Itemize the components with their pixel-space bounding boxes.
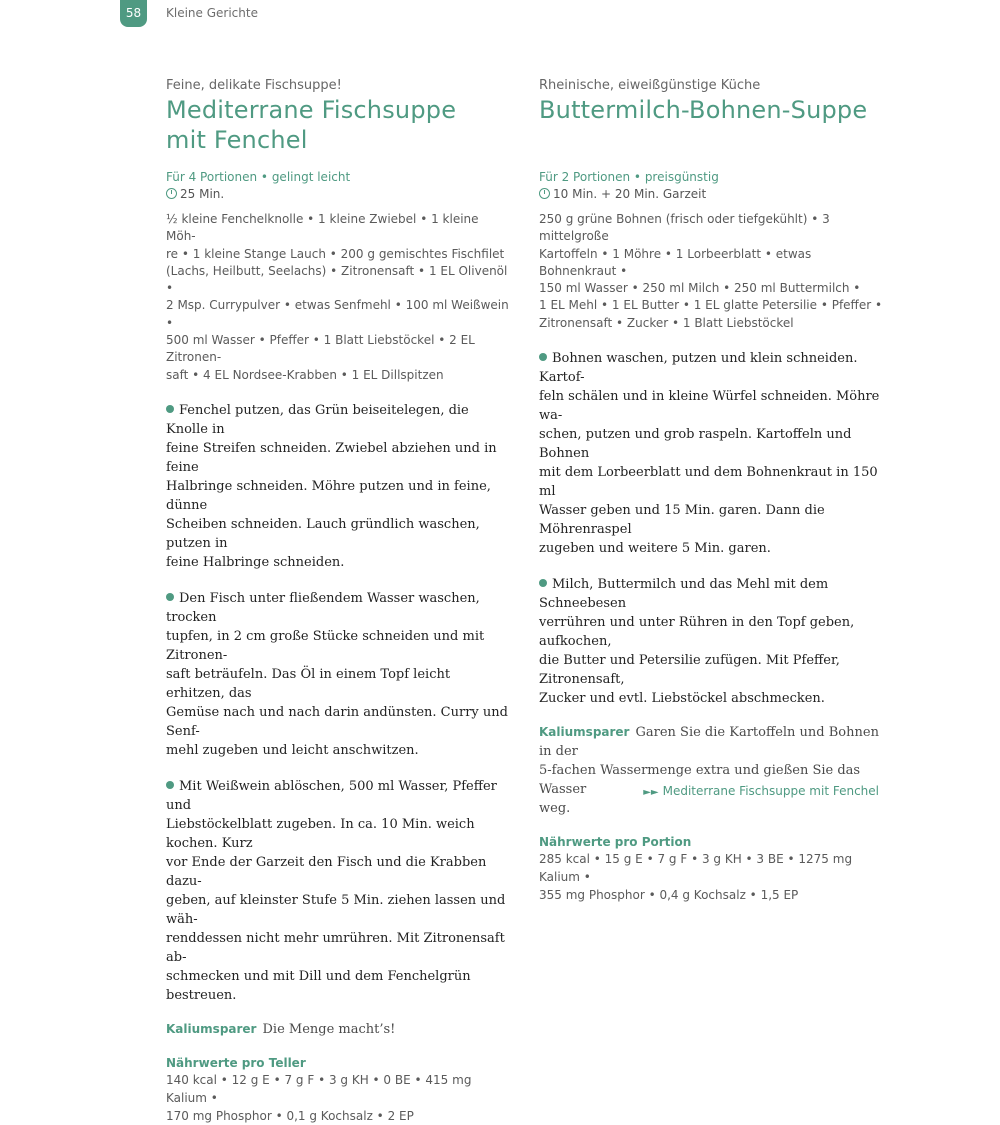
recipe-kicker: Rheinische, eiweißgünstige Küche [539,78,761,93]
recipe-meta: Für 2 Portionen • preisgünstig 10 Min. + 20 Min. Garzeit [539,170,719,201]
bullet-icon [539,353,547,361]
step-2: Den Fisch unter fließendem Wasser waschen, trocken tupfen, in 2 cm große Stücke schneiden und mit Zitronen- saft beträufeln. Das Öl in einem Topf leicht erhitzen, das Gemüse nach und nach darin andünsten. Curry und Senf- mehl zugeben und leicht anschwitzen. [166,590,508,758]
bullet-icon [166,781,174,789]
step-1: Bohnen waschen, putzen und klein schneiden. Kartof- feln schälen und in kleine Würfel schneiden. Möhre wa- schen, putzen und grob raspeln. Kartoffeln und Bohnen mit dem Lorbeerblatt und dem Bohnenkraut in 150 ml Wasser geben und 15 Min. garen. Dann die Möhrenraspel zugeben und weitere 5 Min. garen. [539,351,880,557]
ingredient-list: ½ kleine Fenchelknolle • 1 kleine Zwiebel • 1 kleine Möh- re • 1 kleine Stange Lauch • 200 g gemischtes Fischfilet (Lachs, Heilbutt, Seelachs) • Zitronensaft • 1 EL Olivenöl • 2 Msp. Currypulver • etwas Senfmehl • 100 ml Weißwein • 500 ml Wasser • Pfeffer • 1 Blatt Liebstöckel • 2 EL Zitronen- saft • 4 EL Nordsee-Krabben • 1 EL Dillspitzen [166,212,509,382]
recipe-meta: Für 4 Portionen • gelingt leicht 25 Min. [166,170,351,201]
nutrition-values: 285 kcal • 15 g E • 7 g F • 3 g KH • 3 BE • 1275 mg Kalium • 355 mg Phosphor • 0,4 g Kochsalz • 1,5 EP [539,852,853,903]
bullet-icon [166,405,174,413]
ingredient-list: 250 g grüne Bohnen (frisch oder tiefgekühlt) • 3 mittelgroße Kartoffeln • 1 Möhre • 1 Lorbeerblatt • etwas Bohnenkraut • 150 ml Wasser • 250 ml Milch • 250 ml Buttermilch • 1 EL Mehl • 1 EL Butter • 1 EL glatte Petersilie • Pfeffer • Zitronensaft • Zucker • 1 Blatt Liebstöckel [539,212,883,330]
next-recipe-link[interactable]: ►► Mediterrane Fischsuppe mit Fenchel [643,784,879,798]
tip-box: Kaliumsparer Garen Sie die Kartoffeln und Bohnen in der 5-fachen Wassermenge extra und gießen Sie das Wasser weg. [539,725,879,817]
recipe-bohnensuppe [539,78,884,904]
bullet-icon [539,579,547,587]
nutrition-heading: Nährwerte pro Teller [166,1055,306,1070]
recipe-kicker: Feine, delikate Fischsuppe! [166,78,342,93]
step-3: Mit Weißwein ablöschen, 500 ml Wasser, Pfeffer und Liebstöckelblatt zugeben. In ca. 10 Min. weich kochen. Kurz vor Ende der Garzeit den Fisch und die Krabben dazu- geben, auf kleinster Stufe 5 Min. ziehen lassen und wäh- renddessen nicht mehr umrühren. Mit Zitronensaft ab- schmecken und mit Dill und dem Fenchelgrün bestreuen. [166,778,506,1003]
clock-icon [539,188,550,199]
bullet-icon [166,593,174,601]
double-chevron-right-icon: ►► [643,787,659,798]
recipe-fischsuppe [166,78,511,1125]
tip-box: Kaliumsparer Die Menge macht’s! [166,1021,396,1037]
nutrition-heading: Nährwerte pro Portion [539,835,692,850]
section-title: Kleine Gerichte [166,6,258,20]
recipe-title: Buttermilch-Bohnen-Suppe [539,96,868,124]
cooking-time: 10 Min. + 20 Min. Garzeit [553,187,707,201]
cooking-time: 25 Min. [180,187,225,201]
step-2: Milch, Buttermilch und das Mehl mit dem Schneebesen verrühren und unter Rühren in den Topf geben, aufkochen, die Butter und Petersilie zufügen. Mit Pfeffer, Zitronensaft, Zucker und evtl. Liebstöckel abschmecken. [539,577,855,707]
recipe-title: Mediterrane Fischsuppe mit Fenchel [166,96,457,154]
clock-icon [166,188,177,199]
page-number: 58 [120,0,147,27]
step-1: Fenchel putzen, das Grün beiseitelegen, die Knolle in feine Streifen schneiden. Zwiebel abziehen und in feine Halbringe schneiden. Möhre putzen und in feine, dünne Scheiben schneiden. Lauch gründlich waschen, putzen in feine Halbringe schneiden. [166,402,497,570]
nutrition-values: 140 kcal • 12 g E • 7 g F • 3 g KH • 0 BE • 415 mg Kalium • 170 mg Phosphor • 0,1 g Kochsalz • 2 EP [166,1072,472,1123]
